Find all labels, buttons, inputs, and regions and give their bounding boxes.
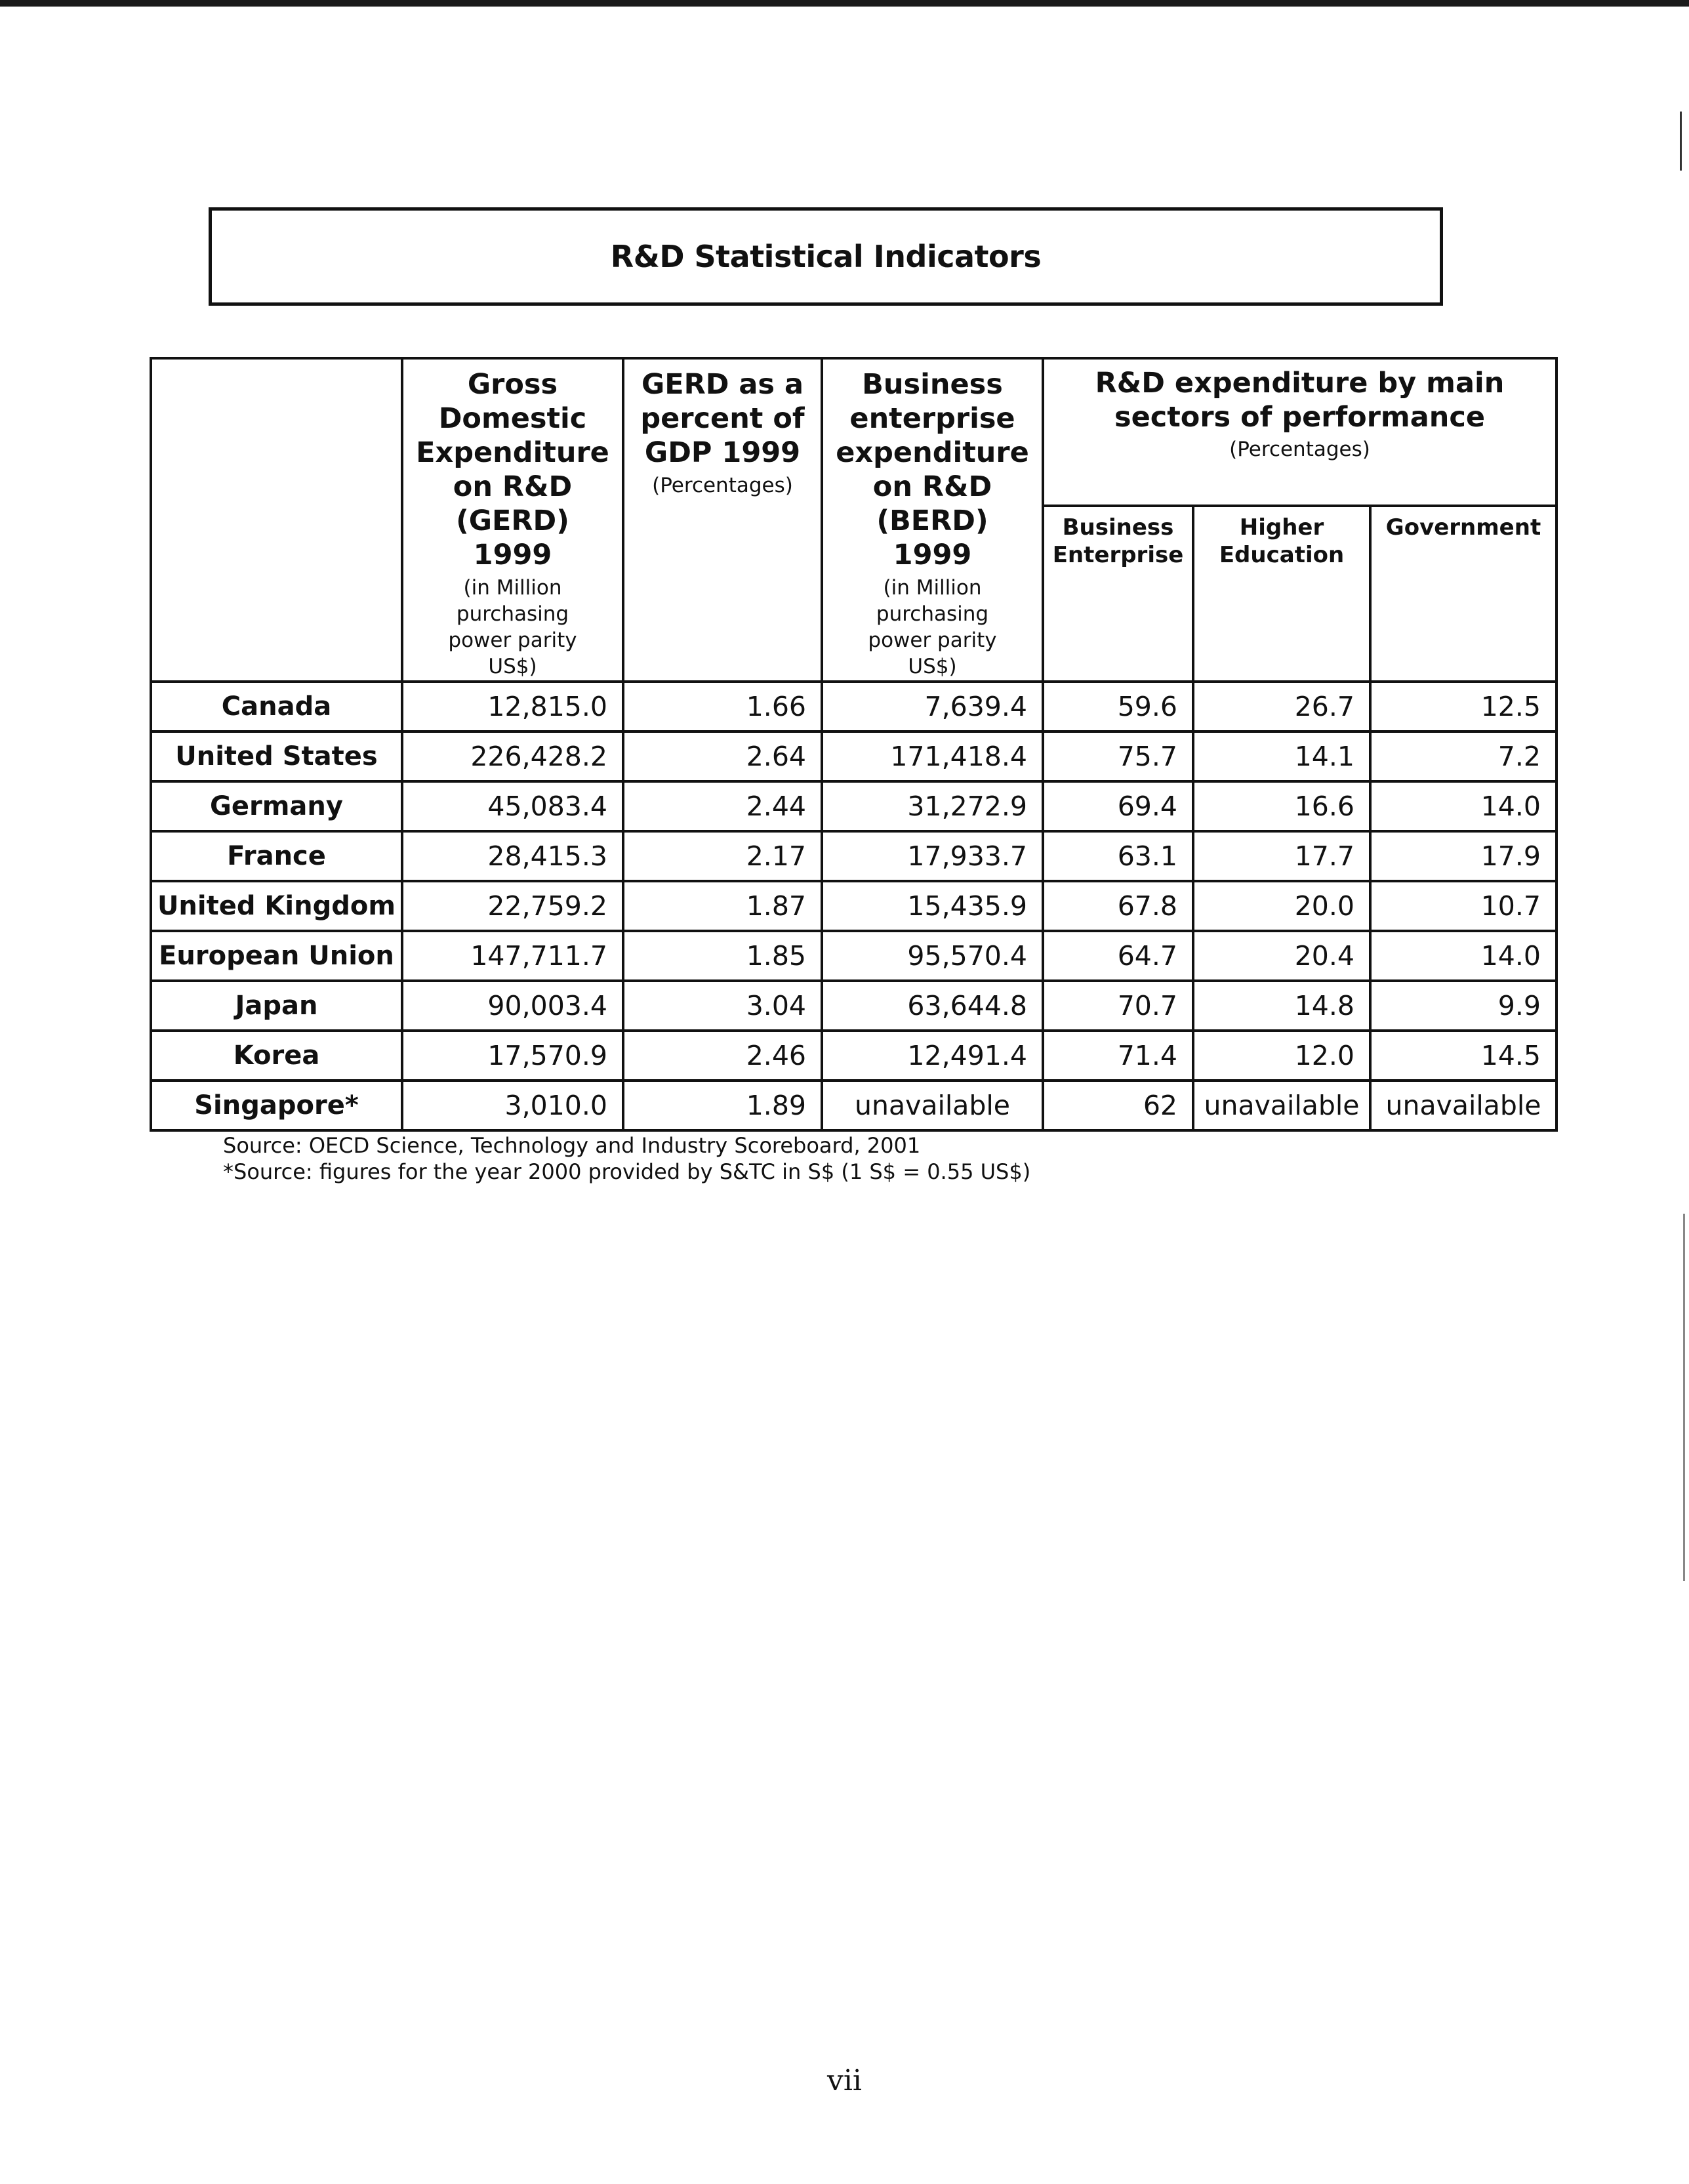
table-row [151, 682, 1557, 731]
cell-gerd-percent: 1.66 [623, 682, 822, 731]
cell-gerd: 45,083.4 [402, 781, 623, 831]
cell-higher-education: 26.7 [1193, 682, 1370, 731]
cell-business: 64.7 [1043, 931, 1193, 981]
cell-gerd: 147,711.7 [402, 931, 623, 981]
table-row [151, 881, 1557, 931]
cell-gerd: 90,003.4 [402, 981, 623, 1031]
scan-top-edge [0, 0, 1689, 7]
cell-gerd-percent: 1.87 [623, 881, 822, 931]
row-country: Japan [151, 981, 402, 1031]
row-country: Singapore* [151, 1081, 402, 1130]
cell-government: 9.9 [1370, 981, 1557, 1031]
table-row [151, 1081, 1557, 1130]
cell-gerd-percent: 2.44 [623, 781, 822, 831]
cell-berd: 12,491.4 [822, 1031, 1043, 1081]
header-gerd-percent-note: (Percentages) [652, 474, 793, 497]
row-country: United Kingdom [151, 881, 402, 931]
header-empty-corner [151, 358, 402, 682]
cell-business: 62 [1043, 1081, 1193, 1130]
row-country: Germany [151, 781, 402, 831]
cell-gerd: 226,428.2 [402, 731, 623, 781]
cell-government: 17.9 [1370, 831, 1557, 881]
header-berd [822, 358, 1043, 682]
header-gerd-label: Gross Domestic Expenditure on R&D (GERD) 1999 [416, 368, 609, 571]
header-gerd-percent-label: GERD as a percent of GDP 1999 [640, 368, 805, 469]
header-gerd-percent [623, 358, 822, 682]
header-gerd-note: (in Million purchasing power parity US$) [448, 576, 577, 678]
cell-government: 14.0 [1370, 781, 1557, 831]
cell-business: 67.8 [1043, 881, 1193, 931]
cell-berd: 15,435.9 [822, 881, 1043, 931]
table-row [151, 981, 1557, 1031]
cell-berd: 17,933.7 [822, 831, 1043, 881]
cell-business: 75.7 [1043, 731, 1193, 781]
header-sectors-label: R&D expenditure by main sectors of performance [1095, 367, 1505, 434]
cell-gerd: 17,570.9 [402, 1031, 623, 1081]
header-higher-education: Higher Education [1193, 506, 1370, 682]
header-government: Government [1370, 506, 1557, 682]
cell-business: 59.6 [1043, 682, 1193, 731]
scan-edge-mark [1680, 112, 1682, 171]
table-row [151, 781, 1557, 831]
header-sectors-note: (Percentages) [1229, 438, 1370, 461]
header-gerd [402, 358, 623, 682]
cell-berd: 95,570.4 [822, 931, 1043, 981]
header-business-enterprise: Business Enterprise [1043, 506, 1193, 682]
cell-higher-education: 20.0 [1193, 881, 1370, 931]
cell-higher-education: 14.8 [1193, 981, 1370, 1031]
rd-indicators-table [150, 357, 1558, 1132]
cell-higher-education: 14.1 [1193, 731, 1370, 781]
cell-gerd-percent: 1.89 [623, 1081, 822, 1130]
cell-government: 14.0 [1370, 931, 1557, 981]
page-number: vii [826, 2064, 862, 2097]
row-country: European Union [151, 931, 402, 981]
row-country: Canada [151, 682, 402, 731]
row-country: France [151, 831, 402, 881]
cell-berd: unavailable [822, 1081, 1043, 1130]
scan-edge-mark [1683, 1214, 1685, 1581]
cell-business: 63.1 [1043, 831, 1193, 881]
header-sectors [1043, 358, 1557, 506]
cell-gerd: 22,759.2 [402, 881, 623, 931]
cell-government: 12.5 [1370, 682, 1557, 731]
row-country: Korea [151, 1031, 402, 1081]
cell-berd: 63,644.8 [822, 981, 1043, 1031]
cell-higher-education: unavailable [1193, 1081, 1370, 1130]
document-title: R&D Statistical Indicators [610, 239, 1042, 274]
cell-gerd: 28,415.3 [402, 831, 623, 881]
table-row [151, 1031, 1557, 1081]
cell-berd: 171,418.4 [822, 731, 1043, 781]
title-box [209, 207, 1443, 306]
table-row [151, 731, 1557, 781]
cell-business: 69.4 [1043, 781, 1193, 831]
cell-gerd-percent: 2.17 [623, 831, 822, 881]
cell-higher-education: 16.6 [1193, 781, 1370, 831]
header-berd-note: (in Million purchasing power parity US$) [868, 576, 997, 678]
table-row [151, 931, 1557, 981]
source-line: *Source: figures for the year 2000 provided by S&TC in S$ (1 S$ = 0.55 US$) [223, 1159, 1031, 1184]
table-row [151, 831, 1557, 881]
source-line: Source: OECD Science, Technology and Industry Scoreboard, 2001 [223, 1133, 921, 1158]
cell-business: 71.4 [1043, 1031, 1193, 1081]
cell-gerd-percent: 2.64 [623, 731, 822, 781]
cell-government: unavailable [1370, 1081, 1557, 1130]
header-berd-label: Business enterprise expenditure on R&D (BERD) 1999 [836, 368, 1029, 571]
cell-gerd-percent: 1.85 [623, 931, 822, 981]
cell-higher-education: 12.0 [1193, 1031, 1370, 1081]
cell-government: 7.2 [1370, 731, 1557, 781]
source-notes [223, 1132, 1030, 1185]
row-country: United States [151, 731, 402, 781]
cell-government: 14.5 [1370, 1031, 1557, 1081]
cell-gerd-percent: 2.46 [623, 1031, 822, 1081]
cell-berd: 31,272.9 [822, 781, 1043, 831]
cell-business: 70.7 [1043, 981, 1193, 1031]
cell-government: 10.7 [1370, 881, 1557, 931]
cell-gerd: 3,010.0 [402, 1081, 623, 1130]
cell-gerd-percent: 3.04 [623, 981, 822, 1031]
cell-higher-education: 20.4 [1193, 931, 1370, 981]
cell-berd: 7,639.4 [822, 682, 1043, 731]
cell-gerd: 12,815.0 [402, 682, 623, 731]
cell-higher-education: 17.7 [1193, 831, 1370, 881]
